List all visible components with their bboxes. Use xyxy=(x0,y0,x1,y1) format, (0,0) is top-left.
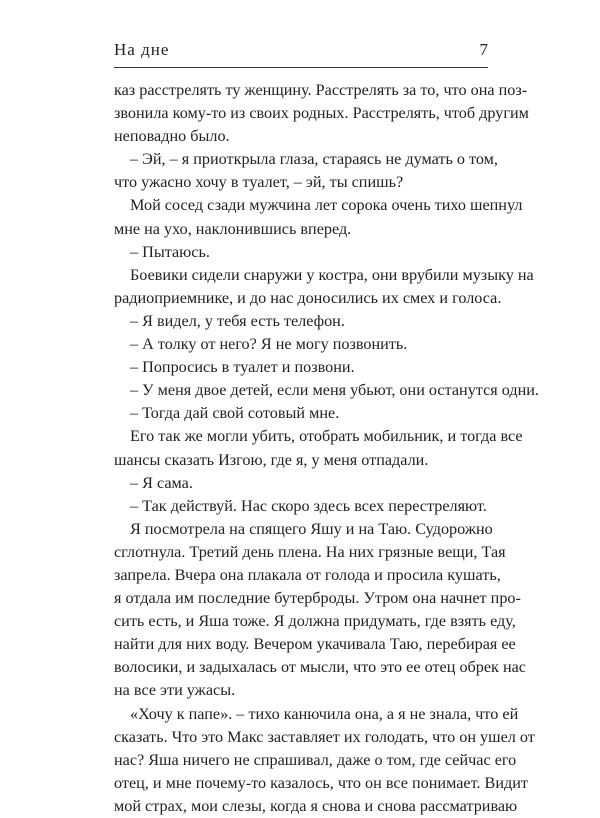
text-line: нас? Яша ничего не спрашивал, даже о том, где сейчас его xyxy=(114,750,517,769)
text-line: волосики, и задыхалась от мысли, что это ее отец обрек нас xyxy=(114,658,526,677)
text-line: – Я видел, у тебя есть телефон. xyxy=(130,311,345,330)
text-line: – Попросись в туалет и позвони. xyxy=(130,358,355,377)
text-line: – Тогда дай свой сотовый мне. xyxy=(130,404,340,423)
text-line: отец, и мне почему-то казалось, что он все понимает. Видит xyxy=(114,773,528,792)
chapter-title: На дне xyxy=(114,40,170,59)
text-line: я отдала им последние бутерброды. Утром она начнет про- xyxy=(114,589,521,608)
text-line: сить есть, и Яша тоже. Я должна придумать, где взять еду, xyxy=(114,612,516,631)
text-line: Мой сосед сзади мужчина лет сорока очень тихо шепнул xyxy=(130,196,523,215)
text-line: – Так действуй. Нас скоро здесь всех перестреляют. xyxy=(130,496,487,515)
text-line: «Хочу к папе». – тихо канючила она, а я не знала, что ей xyxy=(130,704,519,723)
text-line: радиоприемнике, и до нас доносились их смех и голоса. xyxy=(114,288,502,307)
page-number: 7 xyxy=(479,40,488,59)
text-line: звонила кому-то из своих родных. Расстрелять, чтоб другим xyxy=(114,104,529,123)
text-line: что ужасно хочу в туалет, – эй, ты спишь? xyxy=(114,173,404,192)
text-line: – А толку от него? Я не могу позвонить. xyxy=(130,335,408,354)
text-line: найти для них воду. Вечером укачивала Таю, перебирая ее xyxy=(114,635,516,654)
text-line: – Я сама. xyxy=(130,473,193,492)
text-line: неповадно было. xyxy=(114,127,230,146)
text-line: Его так же могли убить, отобрать мобильник, и тогда все xyxy=(130,427,523,446)
text-line: сглотнула. Третий день плена. На них грязные вещи, Тая xyxy=(114,542,506,561)
text-line: Боевики сидели снаружи у костра, они врубили музыку на xyxy=(130,265,534,284)
text-line: шансы сказать Изгою, где я, у меня отпадали. xyxy=(114,450,429,469)
text-line: на все эти ужасы. xyxy=(114,681,236,700)
text-line: – У меня двое детей, если меня убьют, они останутся одни. xyxy=(130,381,539,400)
text-line: Я посмотрела на спящего Яшу и на Таю. Судорожно xyxy=(130,519,493,538)
body-text xyxy=(114,79,539,818)
text-line: – Пытаюсь. xyxy=(130,242,210,261)
text-line: мне на ухо, наклонившись вперед. xyxy=(114,219,352,238)
text-line: – Эй, – я приоткрыла глаза, стараясь не думать о том, xyxy=(130,150,498,169)
header-rule xyxy=(114,67,488,68)
running-header xyxy=(114,40,488,66)
text-line: сказать. Что это Макс заставляет их голодать, что он ушел от xyxy=(114,727,535,746)
text-line: мой страх, мои слезы, когда я снова и снова рассматриваю xyxy=(114,796,518,815)
text-line: каз расстрелять ту женщину. Расстрелять за то, что она поз- xyxy=(114,81,528,99)
text-line: запрела. Вчера она плакала от голода и просила кушать, xyxy=(114,565,501,584)
